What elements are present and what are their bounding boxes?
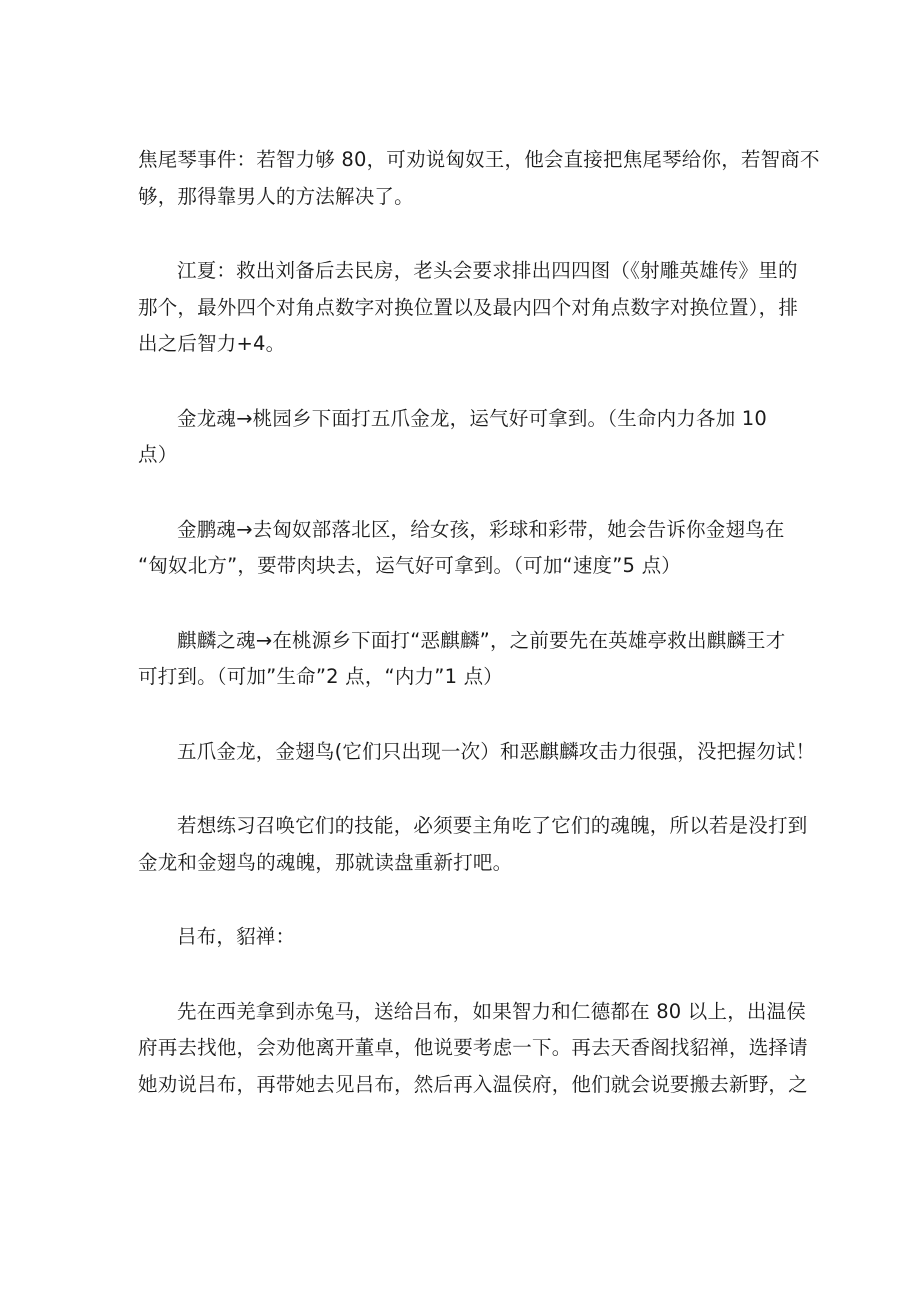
text-line: 若想练习召唤它们的技能，必须要主角吃了它们的魂魄，所以若是没打到 <box>177 814 808 837</box>
text-line: 够，那得靠男人的方法解决了。 <box>138 184 414 208</box>
text-line: 焦尾琴事件：若智力够 80，可劝说匈奴王，他会直接把焦尾琴给你，若智商不 <box>138 148 820 171</box>
paragraph-jiangxia <box>138 253 799 363</box>
text-line: 麒麟之魂→在桃源乡下面打“恶麒麟”，之前要先在英雄亭救出麒麟王才 <box>177 628 786 652</box>
paragraph-lvbu-diaochan <box>138 994 808 1104</box>
text-line: 那个，最外四个对角点数字对换位置以及最内四个对角点数字对换位置），排 <box>138 295 799 319</box>
paragraph-jinpenghun <box>138 512 785 585</box>
text-line: 金鹏魂→去匈奴部落北区，给女孩，彩球和彩带，她会告诉你金翅鸟在 <box>177 517 785 541</box>
paragraph-jinlonghun <box>138 401 778 474</box>
paragraph-warning <box>138 734 816 771</box>
text-line: 府再去找他，会劝他离开董卓，他说要考虑一下。再去天香阁找貂禅，选择请 <box>138 1036 808 1059</box>
document-page <box>138 142 820 1103</box>
text-line: 金龙和金翅鸟的魂魄，那就读盘重新打吧。 <box>138 850 513 874</box>
paragraph-jiaoweiqin <box>138 142 820 215</box>
paragraph-qilinhun <box>138 623 786 696</box>
text-line: 可打到。（可加”生命”2 点，“内力”1 点） <box>138 665 503 688</box>
text-line: 五爪金龙，金翅鸟(它们只出现一次）和恶麒麟攻击力很强，没把握勿试！ <box>177 739 816 763</box>
text-line: “匈奴北方”，要带肉块去，运气好可拿到。（可加“速度”5 点） <box>138 554 681 577</box>
text-line: 吕布，貂禅： <box>177 925 296 948</box>
text-line: 出之后智力+4。 <box>138 332 286 355</box>
text-line: 金龙魂→桃园乡下面打五爪金龙，运气好可拿到。（生命内力各加 10 <box>177 406 768 430</box>
paragraph-lvbu-heading <box>138 919 778 956</box>
text-line: 江夏：救出刘备后去民房，老头会要求排出四四图（《射雕英雄传》里的 <box>177 259 798 282</box>
text-line: 她劝说吕布，再带她去见吕布，然后再入温侯府，他们就会说要搬去新野，之 <box>138 1072 808 1096</box>
text-line: 先在西羌拿到赤兔马，送给吕布，如果智力和仁德都在 80 以上，出温侯 <box>177 999 807 1023</box>
text-line: 点） <box>138 443 178 466</box>
paragraph-summon-skill <box>138 808 808 881</box>
